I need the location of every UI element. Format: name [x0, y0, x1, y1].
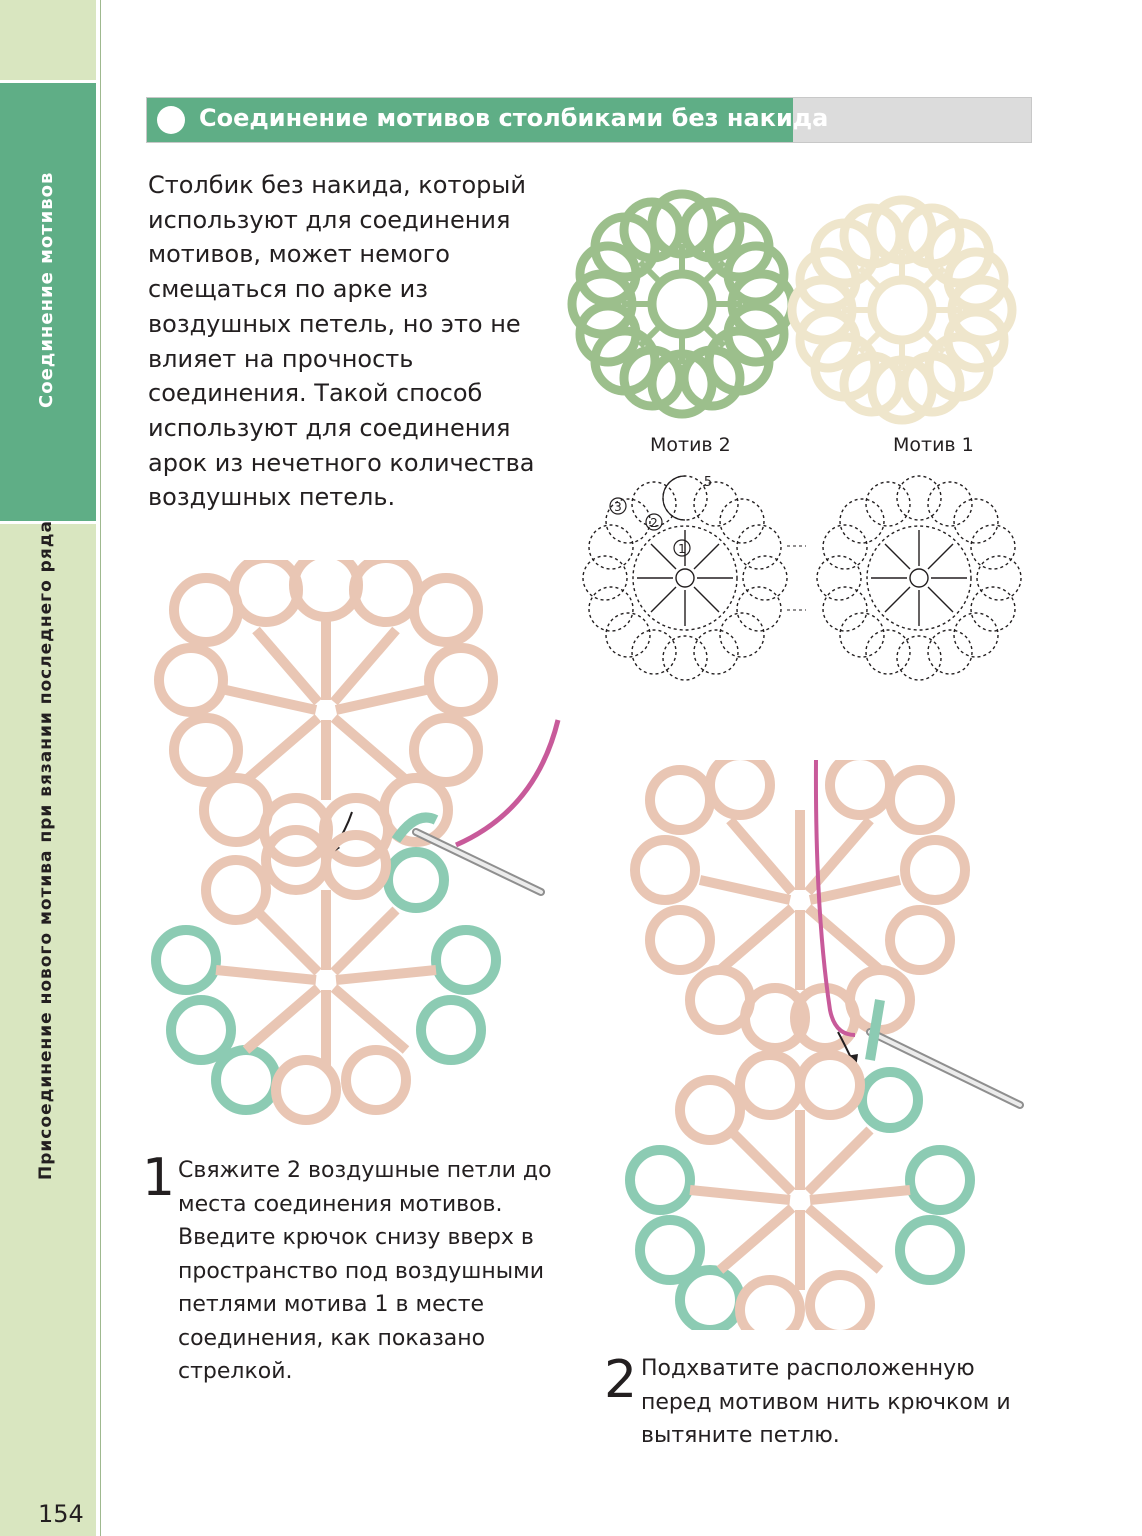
step-1-text: Свяжите 2 воздушные петли до места соединения мотивов. Введите крючок снизу вверх в пространство под воздушными петлями мотива 1 в месте соединения, как показано стрелкой.: [178, 1158, 552, 1384]
row-mark-5: 5: [703, 475, 713, 490]
page-number: 154: [38, 1500, 84, 1528]
step1-illustration: [146, 560, 566, 1140]
section-title-bar: [146, 97, 1032, 143]
motif2-label: Мотив 2: [650, 434, 731, 456]
intro-paragraph: Столбик без накида, который используют для соединения мотивов, может немого смещаться по арке из воздушных петель, но это не влияет на прочность соединения. Такой способ используют для соединения арок из нечетного количества воздушных петель.: [148, 171, 535, 512]
cream-motif-photo: [792, 200, 1012, 420]
section-title: Соединение мотивов столбиками без накида: [199, 104, 829, 132]
motif1-chart: [817, 476, 1021, 680]
sidebar-divider-line: [100, 0, 101, 1536]
motif1-illustration: [159, 560, 493, 862]
crochet-chart: [568, 462, 1036, 694]
green-motif-photo: [572, 194, 792, 414]
step-1-number: 1: [142, 1148, 176, 1208]
motifs-photo: [560, 182, 1038, 426]
step-2-number: 2: [604, 1350, 638, 1410]
row-mark-3: 3: [614, 500, 622, 514]
sidebar-section-label: Соединение мотивов: [36, 171, 57, 408]
motif1-label: Мотив 1: [893, 434, 974, 456]
row-mark-2: 2: [650, 516, 658, 530]
sidebar-chapter-label: Присоединение нового мотива при вязании последнего ряда: [36, 520, 56, 1180]
row-mark-1: 1: [678, 542, 686, 556]
bullet-circle-icon: [157, 106, 185, 134]
sidebar-divider: [96, 0, 98, 1536]
step-2-text: Подхватите расположенную перед мотивом нить крючком и вытяните петлю.: [641, 1356, 1011, 1448]
step2-illustration: [620, 760, 1030, 1330]
motif2-illustration: [156, 818, 496, 1121]
